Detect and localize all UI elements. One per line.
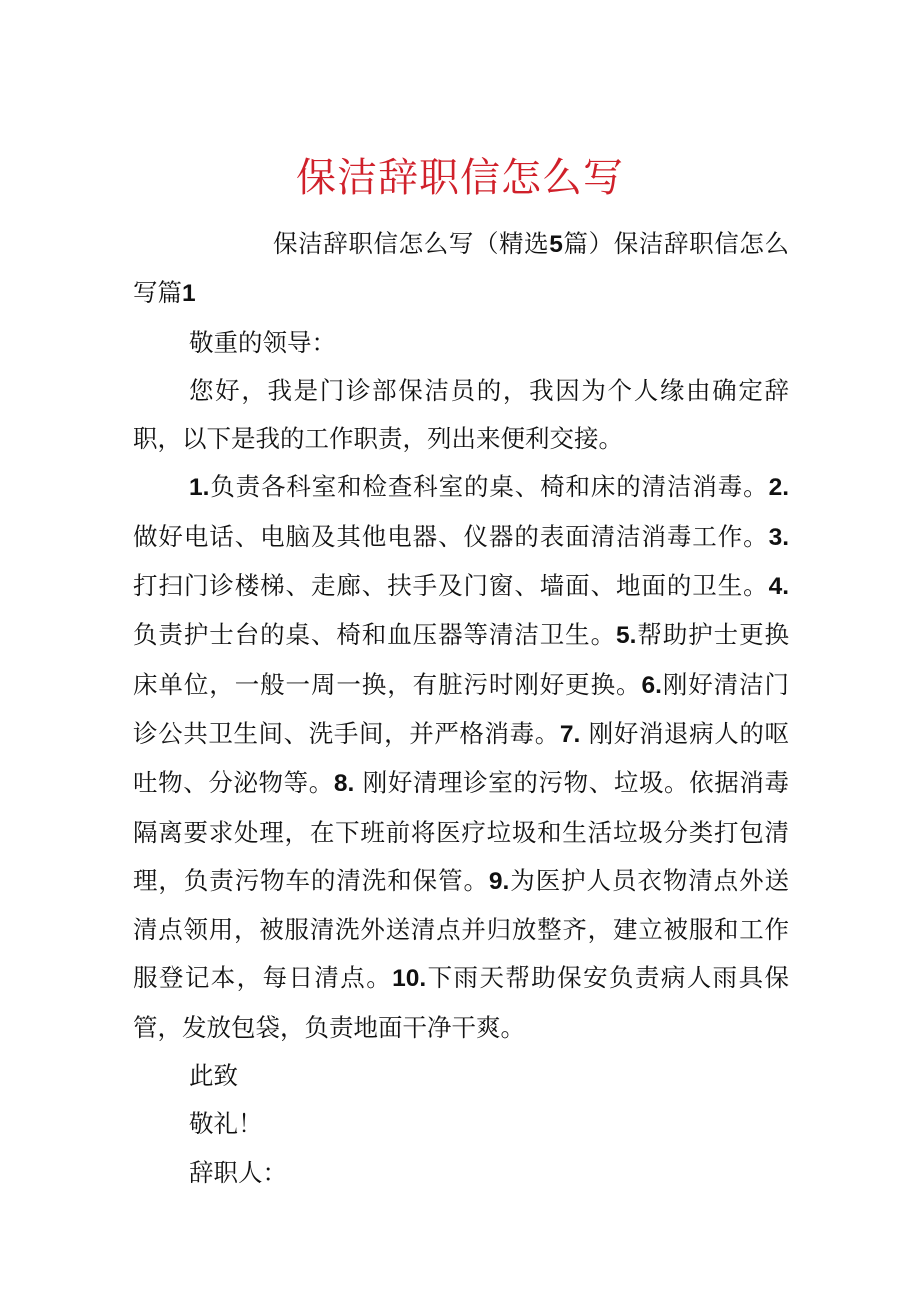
closing-line-2: 敬礼！ — [189, 1109, 263, 1139]
item-number: 5. — [616, 622, 637, 650]
salutation: 敬重的领导： — [189, 327, 336, 357]
signature-label: 辞职人： — [189, 1157, 287, 1187]
item-text: 为医护人员衣物清点外送清点领用，被服清洗外送清点并归放整齐，建立被服和工作服登记本，每日清点。 — [133, 865, 790, 993]
item-number: 2. — [768, 474, 789, 502]
item-text: 负责护士台的桌、椅和血压器等清洁卫生。 — [133, 620, 617, 650]
item-number: 1. — [189, 474, 210, 502]
item-number: 3. — [768, 523, 789, 551]
opening-paragraph: 您好，我是门诊部保洁员的，我因为个人缘由确定辞职，以下是我的工作职责，列出来便利交接。 — [133, 375, 789, 454]
document-title: 保洁辞职信怎么写 — [296, 155, 624, 201]
intro-paragraph — [133, 220, 789, 319]
closing-line-1: 此致 — [189, 1061, 238, 1091]
document-body — [133, 220, 789, 1197]
item-number: 4. — [768, 573, 789, 601]
item-text: 刚好清洁门诊公共卫生间、洗手间，并严格消毒。 — [133, 669, 790, 748]
item-text: 刚好清理诊室的污物、垃圾。依据消毒隔离要求处理，在下班前将医疗垃圾和生活垃圾分类打包清理，负责污物车的清洗和保管。 — [133, 768, 789, 895]
intro-text-continued: 篇）保洁辞职信怎么写篇 — [133, 229, 789, 308]
item-text: 做好电话、电脑及其他电器、仪器的表面清洁消毒工作。 — [133, 521, 769, 551]
item-text: 负责各科室和检查科室的桌、椅和床的清洁消毒。 — [209, 472, 769, 502]
item-text: 刚好消退病人的呕吐物、分泌物等。 — [133, 718, 790, 798]
item-text: 帮助护士更换床单位，一般一周一换，有脏污时刚好更换。 — [133, 620, 790, 699]
item-number: 6. — [641, 671, 662, 699]
item-text: 下雨天帮助保安负责病人雨具保管，发放包袋，负责地面干净干爽。 — [133, 963, 789, 1042]
item-number: 8. — [333, 770, 355, 798]
item-number: 7. — [559, 720, 581, 748]
intro-text: 保洁辞职信怎么写（精选 — [273, 229, 550, 258]
intro-number: 5 — [549, 231, 563, 258]
item-text: 打扫门诊楼梯、走廊、扶手及门窗、墙面、地面的卫生。 — [133, 571, 769, 601]
item-number: 10. — [392, 965, 427, 993]
duties-paragraph — [133, 463, 789, 1052]
intro-number-2: 1 — [182, 280, 196, 308]
item-number: 9. — [488, 867, 510, 895]
